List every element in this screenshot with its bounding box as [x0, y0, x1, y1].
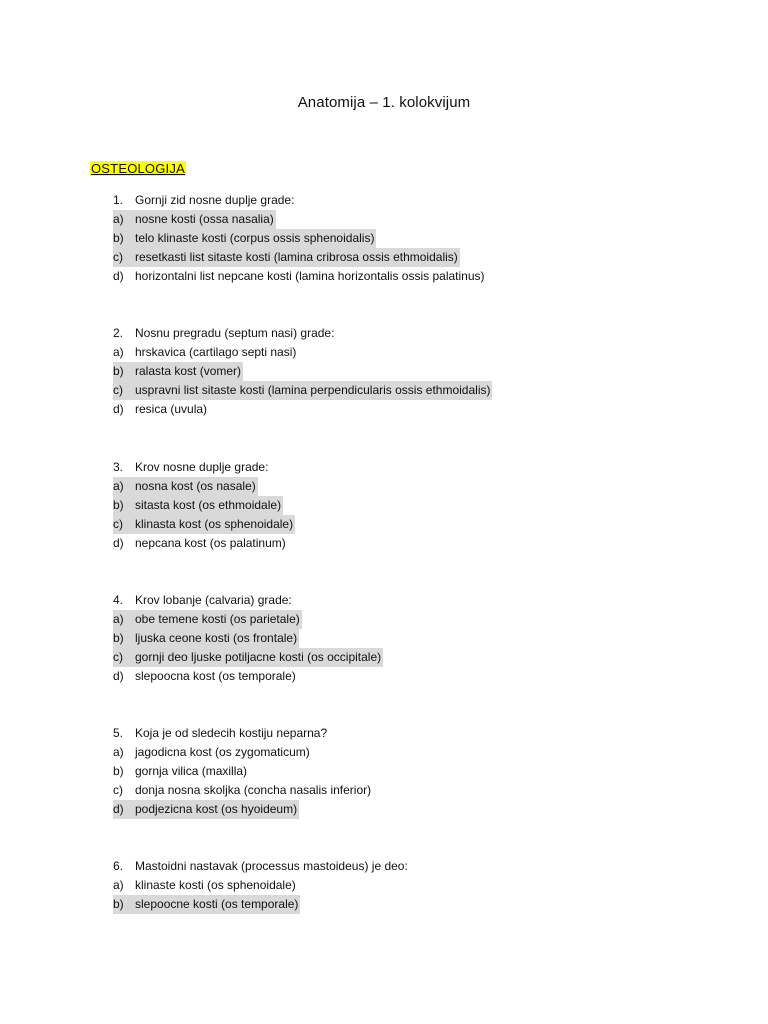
answer-option-a	[113, 876, 673, 895]
question-number: 1.	[113, 193, 124, 207]
question-1	[113, 191, 673, 286]
question-5	[113, 724, 673, 819]
question-3	[113, 458, 673, 553]
option-letter: d)	[113, 536, 124, 550]
answer-option-a	[113, 343, 673, 362]
option-text: gornja vilica (maxilla)	[135, 764, 248, 778]
answer-option-d	[113, 667, 673, 686]
answer-option-c	[113, 781, 673, 800]
option-text: slepoocna kost (os temporale)	[135, 669, 296, 683]
answer-option-b	[113, 629, 673, 648]
answer-option-d	[113, 267, 673, 286]
option-text: nepcana kost (os palatinum)	[135, 536, 286, 550]
option-text: jagodicna kost (os zygomaticum)	[135, 745, 310, 759]
option-text: nosne kosti (ossa nasalia)	[135, 210, 276, 229]
option-letter: b)	[113, 496, 135, 515]
question-stem	[113, 324, 673, 343]
option-text: telo klinaste kosti (corpus ossis sphenoidalis)	[135, 229, 376, 248]
option-letter: b)	[113, 229, 135, 248]
option-text: obe temene kosti (os parietale)	[135, 610, 302, 629]
option-text: hrskavica (cartilago septi nasi)	[135, 345, 297, 359]
answer-option-c	[113, 648, 673, 667]
option-text: sitasta kost (os ethmoidale)	[135, 496, 283, 515]
answer-option-b	[113, 496, 673, 515]
question-stem	[113, 591, 673, 610]
question-6	[113, 857, 673, 914]
answer-option-a	[113, 610, 673, 629]
page-title: Anatomija – 1. kolokvijum	[297, 94, 471, 111]
option-letter: a)	[113, 345, 124, 359]
option-text: resica (uvula)	[135, 402, 208, 416]
question-4	[113, 591, 673, 686]
question-number: 4.	[113, 593, 124, 607]
option-letter: d)	[113, 800, 135, 819]
option-text: klinaste kosti (os sphenoidale)	[135, 878, 296, 892]
option-text: resetkasti list sitaste kosti (lamina cribrosa ossis ethmoidalis)	[135, 248, 460, 267]
section-heading: OSTEOLOGIJA	[91, 161, 185, 176]
answer-option-b	[113, 895, 673, 914]
option-text: podjezicna kost (os hyoideum)	[135, 800, 299, 819]
option-letter: c)	[113, 648, 135, 667]
option-text: donja nosna skoljka (concha nasalis inferior)	[135, 783, 372, 797]
answer-option-c	[113, 248, 673, 267]
option-letter: a)	[113, 210, 135, 229]
question-number: 3.	[113, 460, 124, 474]
option-letter: d)	[113, 402, 124, 416]
question-text: Mastoidni nastavak (processus mastoideus) je deo:	[135, 859, 408, 873]
answer-option-c	[113, 515, 673, 534]
answer-option-c	[113, 381, 673, 400]
option-letter: c)	[113, 515, 135, 534]
option-text: horizontalni list nepcane kosti (lamina horizontalis ossis palatinus)	[135, 269, 485, 283]
option-text: ralasta kost (vomer)	[135, 362, 243, 381]
answer-option-a	[113, 743, 673, 762]
answer-option-a	[113, 210, 673, 229]
option-letter: b)	[113, 895, 135, 914]
question-2	[113, 324, 673, 419]
question-stem	[113, 458, 673, 477]
option-letter: c)	[113, 248, 135, 267]
question-text: Koja je od sledecih kostiju neparna?	[135, 726, 328, 740]
question-number: 2.	[113, 326, 124, 340]
option-text: gornji deo ljuske potiljacne kosti (os occipitale)	[135, 648, 383, 667]
answer-option-a	[113, 477, 673, 496]
question-number: 6.	[113, 859, 124, 873]
option-text: ljuska ceone kosti (os frontale)	[135, 629, 299, 648]
question-text: Nosnu pregradu (septum nasi) grade:	[135, 326, 335, 340]
option-text: klinasta kost (os sphenoidale)	[135, 515, 295, 534]
option-letter: a)	[113, 610, 135, 629]
option-letter: d)	[113, 669, 124, 683]
answer-option-d	[113, 800, 673, 819]
option-text: uspravni list sitaste kosti (lamina perpendicularis ossis ethmoidalis)	[135, 381, 492, 400]
option-letter: b)	[113, 362, 135, 381]
question-text: Krov lobanje (calvaria) grade:	[135, 593, 292, 607]
answer-option-d	[113, 534, 673, 553]
answer-option-d	[113, 400, 673, 419]
question-number: 5.	[113, 726, 124, 740]
option-letter: a)	[113, 745, 124, 759]
answer-option-b	[113, 762, 673, 781]
option-letter: a)	[113, 878, 124, 892]
question-stem	[113, 857, 673, 876]
question-text: Krov nosne duplje grade:	[135, 460, 269, 474]
option-text: nosna kost (os nasale)	[135, 477, 258, 496]
option-letter: c)	[113, 381, 135, 400]
option-letter: d)	[113, 269, 124, 283]
answer-option-b	[113, 362, 673, 381]
option-letter: c)	[113, 783, 123, 797]
answer-option-b	[113, 229, 673, 248]
option-letter: b)	[113, 764, 124, 778]
option-text: slepoocne kosti (os temporale)	[135, 895, 300, 914]
question-text: Gornji zid nosne duplje grade:	[135, 193, 295, 207]
question-stem	[113, 191, 673, 210]
option-letter: b)	[113, 629, 135, 648]
option-letter: a)	[113, 477, 135, 496]
question-stem	[113, 724, 673, 743]
